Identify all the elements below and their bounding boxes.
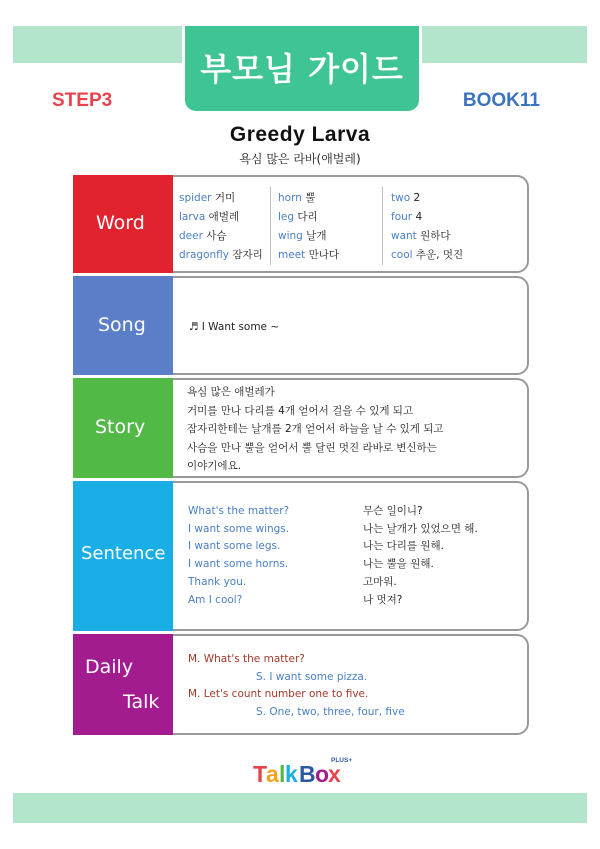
dialogue-line: M. What's the matter? <box>188 653 305 665</box>
sentence-label: Sentence <box>81 543 166 564</box>
sentence-en: I want some legs. <box>188 540 281 553</box>
word-item: horn 뿔 <box>278 192 316 204</box>
sentence-korean <box>363 503 478 609</box>
word-col-2 <box>278 189 339 265</box>
song-text: ♬ I Want some ~ <box>189 321 280 333</box>
story-line: 거미를 만나 다리를 4개 얻어서 걸을 수 있게 되고 <box>187 404 414 417</box>
word-item: leg 다리 <box>278 211 318 223</box>
song-label-block <box>73 276 173 375</box>
song-label: Song <box>98 314 146 336</box>
daily-talk-section <box>73 634 529 735</box>
talkbox-logo <box>253 757 353 787</box>
word-item: four 4 <box>391 211 423 223</box>
word-item: dragonfly 잠자리 <box>179 249 263 261</box>
sentence-label-block <box>73 481 173 631</box>
logo-letter: T <box>253 761 268 787</box>
word-divider <box>270 187 271 265</box>
story-line: 욕심 많은 애벌레가 <box>187 386 275 398</box>
story-section <box>73 378 529 478</box>
book-label: BOOK11 <box>462 90 540 111</box>
word-section <box>73 175 529 273</box>
dialogue-line: M. Let's count number one to five. <box>188 688 369 700</box>
sentence-ko: 나는 뿔을 원해. <box>363 558 434 571</box>
daily-talk-label-line2: Talk <box>123 691 160 713</box>
word-label-block <box>73 175 173 273</box>
word-item: want 원하다 <box>391 230 451 242</box>
page-title: 부모님 가이드 <box>200 50 404 88</box>
sentence-card <box>173 481 529 631</box>
sentence-en: Am I cool? <box>188 593 243 606</box>
dialogue-line: S. I want some pizza. <box>256 670 368 683</box>
word-item: cool 추운, 멋진 <box>391 249 464 261</box>
daily-talk-card <box>173 634 529 735</box>
word-col-1 <box>179 189 263 265</box>
word-divider <box>382 187 383 265</box>
daily-talk-label-line1: Daily <box>85 656 134 678</box>
logo-letter: B <box>299 761 316 787</box>
daily-talk-label-block <box>73 634 173 735</box>
story-subtitle: 욕심 많은 라바(애벌레) <box>239 152 361 166</box>
story-label-block <box>73 378 173 478</box>
dialogue-line: S. One, two, three, four, five <box>256 705 405 718</box>
story-card <box>173 378 529 478</box>
step-label: STEP3 <box>52 90 113 111</box>
sentence-ko: 나는 날개가 있었으면 해. <box>363 522 478 535</box>
story-line: 이야기에요. <box>187 460 242 472</box>
word-item: wing 날개 <box>278 230 327 242</box>
daily-talk-dialogue <box>188 651 508 721</box>
sentence-ko: 고마워. <box>363 575 397 588</box>
logo-letter: l <box>279 761 286 787</box>
logo-plus: PLUS+ <box>331 757 353 764</box>
logo-letter: a <box>266 761 279 787</box>
song-card <box>173 276 529 375</box>
story-line: 사슴을 만나 뿔을 얻어서 뿔 달린 멋진 라바로 변신하는 <box>187 441 437 454</box>
sentence-en: What's the matter? <box>188 505 290 517</box>
word-item: larva 애벌레 <box>179 211 240 223</box>
sentence-section <box>73 481 529 631</box>
logo-letter: x <box>328 761 341 787</box>
word-item: meet 만나다 <box>278 249 340 261</box>
sentence-english <box>188 503 289 609</box>
logo-letter: o <box>315 761 330 787</box>
sentence-ko: 나 멋져? <box>363 593 403 606</box>
word-item: spider 거미 <box>179 192 236 204</box>
sentence-ko: 나는 다리를 원해. <box>363 540 445 553</box>
sentence-en: I want some horns. <box>188 558 289 571</box>
title-banner <box>182 26 422 114</box>
story-title: Greedy Larva <box>229 123 371 146</box>
story-label: Story <box>95 416 146 438</box>
song-section <box>73 276 529 375</box>
logo-letter: k <box>285 761 298 787</box>
sentence-en: I want some wings. <box>188 522 290 535</box>
word-card <box>173 175 529 273</box>
bottom-band <box>13 793 587 823</box>
word-col-3 <box>391 189 463 265</box>
word-item: two 2 <box>391 192 421 204</box>
word-label: Word <box>96 212 145 234</box>
story-line: 잠자리한테는 날개를 2개 얻어서 하늘을 날 수 있게 되고 <box>187 423 444 435</box>
sentence-en: Thank you. <box>188 575 247 588</box>
word-item: deer 사슴 <box>179 230 227 242</box>
story-text <box>187 383 444 476</box>
sentence-ko: 무슨 일이니? <box>363 505 423 517</box>
